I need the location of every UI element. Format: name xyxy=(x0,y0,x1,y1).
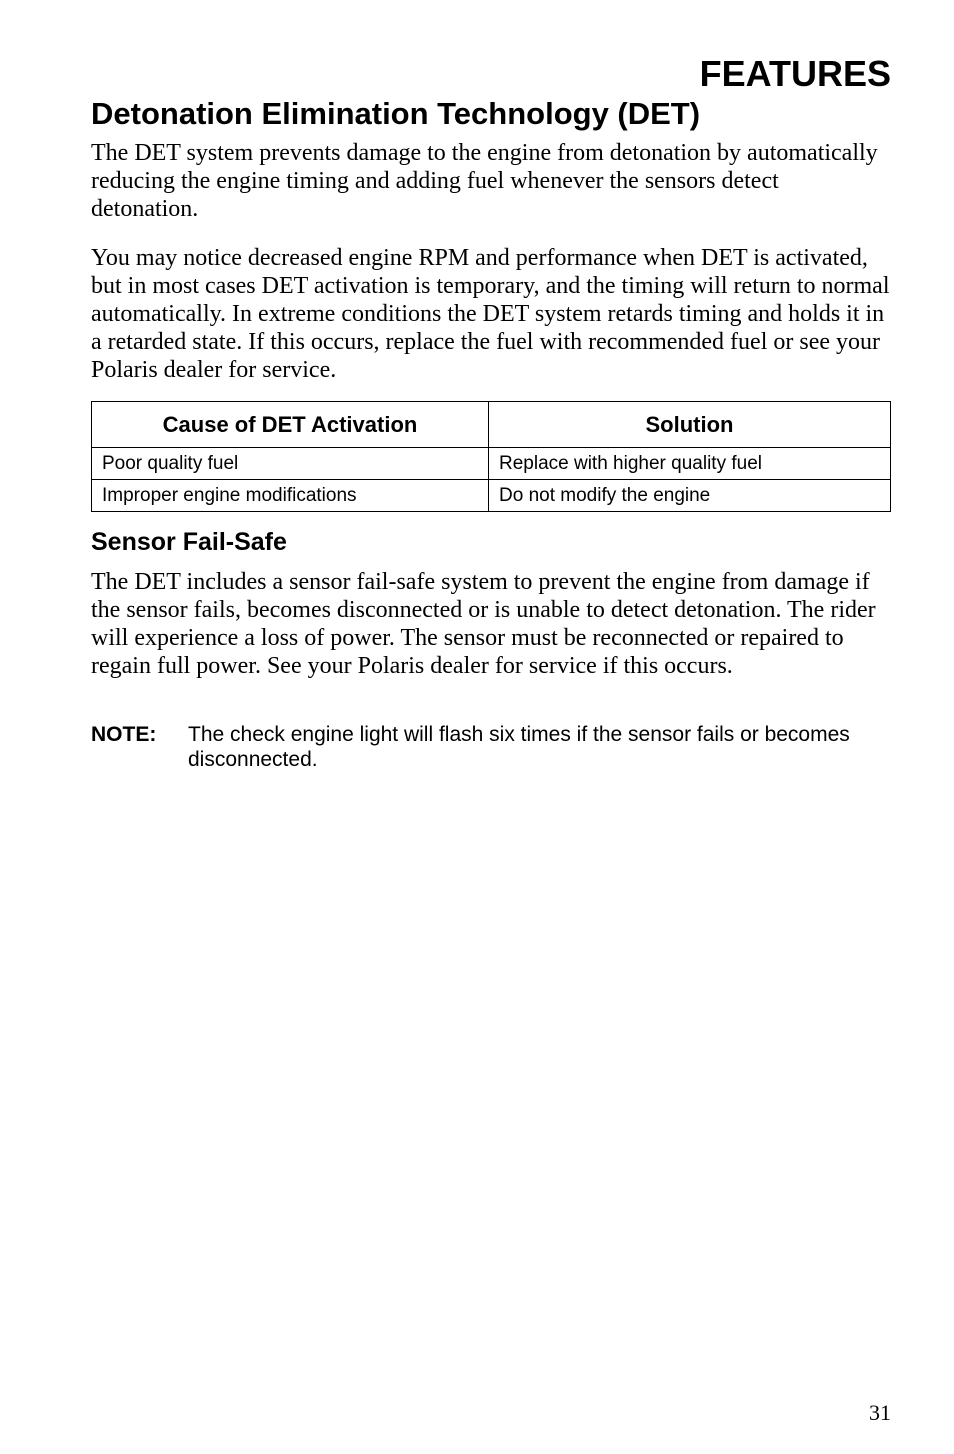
table-row xyxy=(92,448,891,480)
column-header-solution: Solution xyxy=(489,402,891,448)
running-head: FEATURES xyxy=(699,53,891,94)
note-text: The check engine light will flash six times if the sensor fails or becomes disconnected. xyxy=(188,723,850,771)
note-label: NOTE: xyxy=(91,723,157,746)
table-cell-cause: Poor quality fuel xyxy=(92,448,489,480)
page-number: 31 xyxy=(869,1400,891,1425)
table-header-row xyxy=(92,402,891,448)
det-activation-table xyxy=(91,401,891,512)
sensor-failsafe-paragraph: The DET includes a sensor fail-safe system to prevent the engine from damage if the sensor fails, becomes disconnected or is unable to detect detonation. The rider will experience a loss of power. The sensor must be reconnected or repaired to regain full power. See your Polaris dealer for service if this occurs. xyxy=(91,569,876,679)
section-title: Detonation Elimination Technology (DET) xyxy=(91,96,701,131)
table-row xyxy=(92,480,891,512)
note-block xyxy=(91,722,891,772)
table-cell-solution: Replace with higher quality fuel xyxy=(489,448,891,480)
intro-paragraph: The DET system prevents damage to the engine from detonation by automatically reducing the engine timing and adding fuel whenever the sensors detect detonation. xyxy=(91,140,878,222)
table-cell-solution: Do not modify the engine xyxy=(489,480,891,512)
subsection-title: Sensor Fail-Safe xyxy=(91,528,287,556)
column-header-cause: Cause of DET Activation xyxy=(92,402,489,448)
table-cell-cause: Improper engine modifications xyxy=(92,480,489,512)
det-activation-paragraph: You may notice decreased engine RPM and performance when DET is activated, but in most cases DET activation is temporary, and the timing will return to normal automatically. In extreme conditions the DET system retards timing and holds it in a retarded state. If this occurs, replace the fuel with recommended fuel or see your Polaris dealer for service. xyxy=(91,245,890,383)
